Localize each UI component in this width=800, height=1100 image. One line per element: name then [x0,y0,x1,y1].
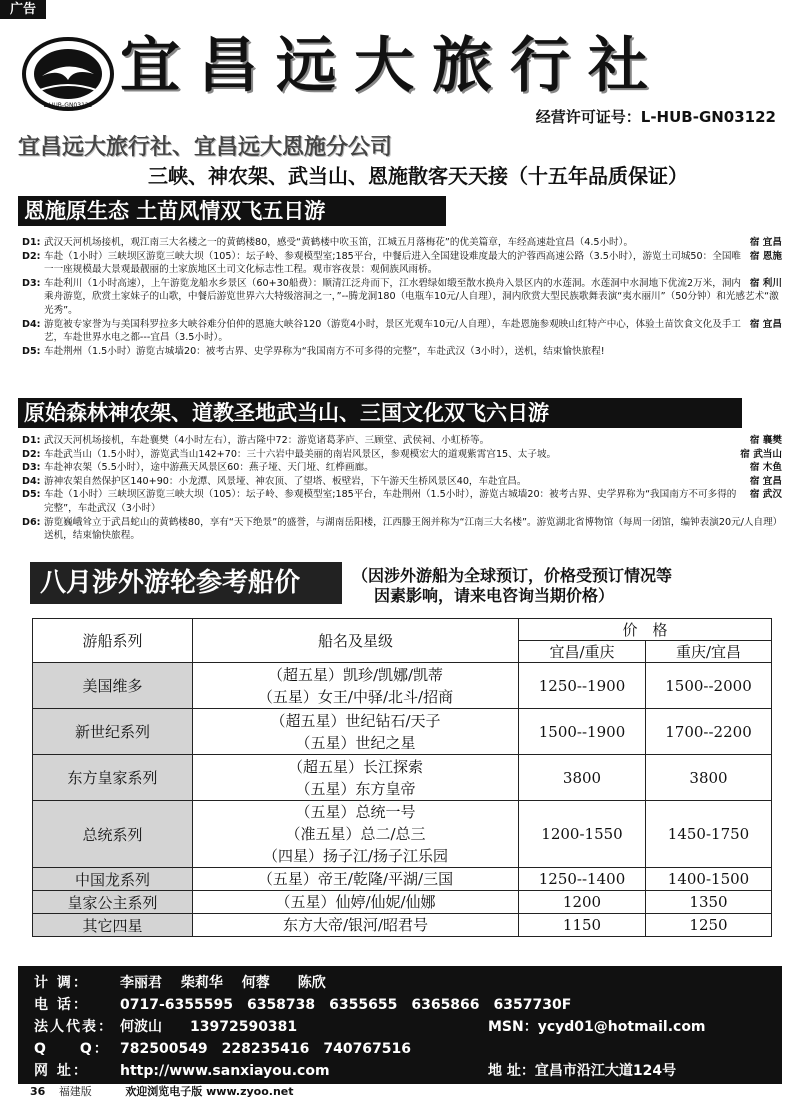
cruise-price-table [32,618,772,937]
header-ships: 船名及星级 [193,619,519,663]
ship-line: （五星）总统一号 [295,803,416,821]
day-label: D1: [22,435,41,446]
series-name: 美国维多 [33,663,193,709]
tour1-title: 恩施原生态 土苗风情双飞五日游 [18,196,446,226]
day-text: 游览巍峨耸立于武昌蛇山的黄鹤楼80，享有“天下绝景”的盛誉，与湖南岳阳楼，江西滕王阁并称为“江南三大名楼”。游览湖北省博物馆（每周一闭馆，编钟表演20元/人自理）送机，结束愉快旅程。 [44,516,778,542]
overnight-stay: 宿 襄樊 [749,435,782,446]
day-description [44,488,782,515]
ship-names [193,914,519,937]
day-label: D2: [22,448,41,460]
web-row: 网 址： http://www.sanxiayou.com [34,1063,330,1079]
promo-text[interactable]: 欢迎浏览电子版 www.zyoo.net [125,1085,294,1098]
overnight-stay: 宿 武汉 [749,489,782,501]
day-description [44,448,782,462]
price-downstream: 1350 [646,891,772,914]
day-text: 车赴（1小时）三峡坝区游览三峡大坝（105）：坛子岭、参观模型室;185平台，车赴荆州（1.5小时），游览古城墙20：被考古界、史学界称为“我国南方不可多得的完整”，车赴武汉（3小时） [44,489,737,514]
msn-row: MSN：ycyd01@hotmail.com [488,1019,706,1035]
ship-line: （超五星）世纪钻石/天子 [270,711,441,730]
day-text: 游览被专家誉为与美国科罗拉多大峡谷难分伯仲的恩施大峡谷120（游览4小时，景区光观车10元/人自理），车赴恩施参观映山红特产中心，体验土苗饮食文化及手工艺，车赴世界水电之都---宜昌（3.5小时）。 [44,318,742,344]
price-upstream: 1250--1400 [519,868,646,891]
price-upstream: 1150 [519,914,646,937]
price-downstream: 1500--2000 [646,663,772,709]
price-downstream: 1450-1750 [646,801,772,868]
cruise-row [33,914,772,937]
day-label: D2: [22,250,41,262]
price-upstream: 1500--1900 [519,709,646,755]
cruise-row [33,755,772,801]
day-label: D4: [22,318,41,330]
ship-line: （五星）东方皇帝 [295,779,416,798]
day-text: 车赴利川（1小时高速），上午游览龙船水乡景区（60+30船费）：顺清江泛舟而下，江水碧绿如缎至散水换舟入景区内的水莲洞。水莲洞中水洞地下优流2万米，洞内乘舟游览，欣赏土家妹子的山歌，中餐后游览世界六大特级溶洞之一，”--腾龙洞180（电瓶车10元/人自理），洞内欣赏大型民族歌舞表演“夷水丽川”（50分钟）和光感艺术“激光秀”。 [44,277,779,316]
overnight-stay: 宿 利川 [749,277,782,289]
itinerary-day [22,448,782,462]
ship-line: （五星）女王/中驿/北斗/招商 [257,687,454,706]
ship-names [193,801,519,868]
itinerary-day [22,488,782,515]
itinerary-day [22,434,782,448]
qq-row: Q Q： 782500549 228235416 740767516 [34,1041,412,1057]
itinerary-day [22,516,782,543]
overnight-stay: 宿 宜昌 [749,318,782,330]
ship-names [193,663,519,709]
cruise-note: （因涉外游船为全球预订，价格受预订情况等 因素影响，请来电咨询当期价格） [352,566,673,605]
service-slogan: 三峡、神农架、武当山、恩施散客天天接（十五年品质保证） [148,164,688,188]
contact-footer [18,966,782,1084]
day-description [44,516,782,543]
header-price: 价 格 [519,619,772,641]
header-down: 重庆/宜昌 [646,641,772,663]
msn-link[interactable]: ycyd01@hotmail.com [537,1019,706,1035]
cruise-row [33,801,772,868]
tour2-title: 原始森林神农架、道教圣地武当山、三国文化双飞六日游 [18,398,742,428]
price-upstream: 1200-1550 [519,801,646,868]
itinerary-day [22,345,782,359]
ship-line: （准五星）总二/总三 [285,825,426,843]
day-label: D6: [22,516,41,528]
ship-line: （五星）世纪之星 [295,733,416,752]
tour1-itinerary [22,236,782,358]
day-description [44,461,782,475]
planner-row: 计 调： 李丽君 柴莉华 何蓉 陈欣 [34,975,326,991]
series-name: 其它四星 [33,914,193,937]
price-upstream: 3800 [519,755,646,801]
overnight-stay: 宿 木鱼 [749,462,782,474]
day-text: 车赴荆州（1.5小时）游览古城墙20：被考古界、史学界称为“我国南方不可多得的完整”，车赴武汉（3小时），送机，结束愉快旅程! [44,345,605,357]
series-name: 总统系列 [33,801,193,868]
cruise-row [33,891,772,914]
day-label: D5: [22,489,41,501]
series-name: 中国龙系列 [33,868,193,891]
svg-text:L-HUB-GN03122: L-HUB-GN03122 [43,102,93,109]
company-logo [22,36,114,112]
price-downstream: 1250 [646,914,772,937]
day-description [44,236,782,250]
price-downstream: 1700--2200 [646,709,772,755]
ship-line: （五星）仙婷/仙妮/仙娜 [275,893,436,911]
price-upstream: 1200 [519,891,646,914]
phone-row: 电 话： 0717-6355595 6358738 6355655 6365866 6357730F [34,997,572,1013]
day-description [44,475,782,489]
day-label: D4: [22,475,41,487]
day-description [44,277,782,318]
price-downstream: 3800 [646,755,772,801]
ship-names [193,755,519,801]
itinerary-day [22,277,782,318]
address-row: 地 址：宜昌市沿江大道124号 [488,1063,677,1079]
series-name: 东方皇家系列 [33,755,193,801]
page-number: 36 [30,1085,46,1098]
legal-row: 法人代表： 何波山 13972590381 [34,1019,298,1035]
subsidiary-title: 宜昌远大旅行社、宜昌远大恩施分公司 [18,135,393,160]
itinerary-day [22,475,782,489]
day-text: 车赴武当山（1.5小时），游览武当山142+70：三十六岩中最美丽的南岩风景区，参观模宏大的道观紫霄宫15、太子坡。 [44,448,557,460]
day-label: D5: [22,345,41,357]
day-label: D1: [22,237,41,248]
series-name: 新世纪系列 [33,709,193,755]
day-text: 游神农架自然保护区140+90：小龙潭、风景垭、神农顶、了望塔、板壁岩，下午游天生桥风景区40，车赴宜昌。 [44,475,527,487]
ad-tag: 广告 [0,0,46,19]
overnight-stay: 宿 宜昌 [749,475,782,487]
day-description [44,345,782,359]
ship-names [193,709,519,755]
itinerary-day [22,250,782,277]
day-text: 车赴神农架（5.5小时），途中游燕天风景区60：燕子垭、天门垭、红桦画廊。 [44,462,374,474]
price-upstream: 1250--1900 [519,663,646,709]
page-footer [0,1084,800,1100]
cruise-row [33,709,772,755]
ship-line: （超五星）凯珍/凯娜/凯蒂 [267,665,444,684]
day-text: 武汉天河机场接机，车赴襄樊（4小时左右），游古隆中72：游览诸葛茅庐、三顾堂、武侯祠、小虹桥等。 [44,435,490,446]
cruise-row [33,663,772,709]
company-name: 宜昌远大旅行社 [120,31,666,101]
series-name: 皇家公主系列 [33,891,193,914]
header-up: 宜昌/重庆 [519,641,646,663]
day-label: D3: [22,277,41,289]
day-description [44,318,782,345]
magazine-edition: 福建版 [58,1085,92,1098]
day-description [44,434,782,448]
license-number: 经营许可证号：L-HUB-GN03122 [535,108,776,126]
overnight-stay: 宿 武当山 [740,448,782,460]
ship-line: 东方大帝/银河/昭君号 [282,916,429,934]
day-text: 武汉天河机场接机，观江南三大名楼之一的黄鹤楼80，感受“黄鹤楼中吹玉笛，江城五月落梅花”的优美篇章，车经高速赴宜昌（4.5小时）。 [44,237,634,248]
ship-line: （五星）帝王/乾隆/平湖/三国 [257,870,454,888]
day-description [44,250,782,277]
cruise-row [33,868,772,891]
itinerary-day [22,236,782,250]
ship-line: （超五星）长江探索 [287,757,423,776]
overnight-stay: 宿 宜昌 [749,237,782,248]
ship-names [193,868,519,891]
itinerary-day [22,318,782,345]
tour2-itinerary [22,434,782,543]
itinerary-day [22,461,782,475]
ship-line: （四星）扬子江/扬子江乐园 [262,847,449,865]
overnight-stay: 宿 恩施 [749,250,782,262]
ship-names [193,891,519,914]
website-link[interactable]: http://www.sanxiayou.com [120,1063,330,1079]
cruise-title: 八月涉外游轮参考船价 [30,562,342,604]
price-downstream: 1400-1500 [646,868,772,891]
day-label: D3: [22,462,41,474]
day-text: 车赴（1小时）三峡坝区游览三峡大坝（105）：坛子岭、参观模型室;185平台，中餐后进入全国建设难度最大的沪蓉西高速公路（3.5小时），游览土司城50：全国唯一一座规模最大景观最靓丽的土家族地区土司文化标志性工程。观市容夜景：观侗族风雨桥。 [44,250,742,276]
header-series: 游船系列 [33,619,193,663]
